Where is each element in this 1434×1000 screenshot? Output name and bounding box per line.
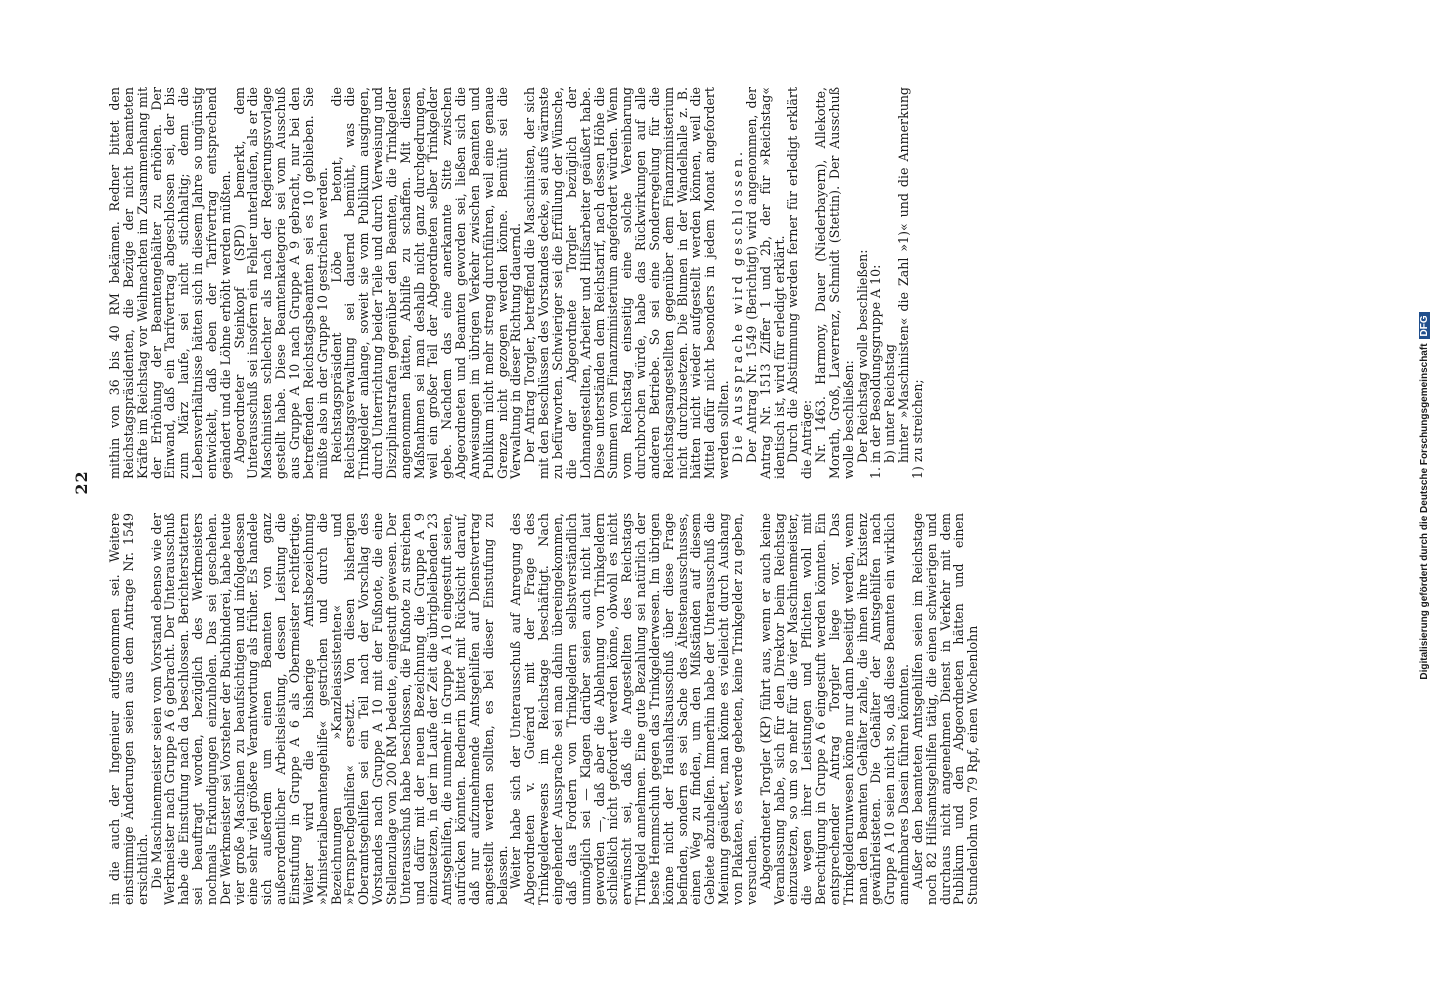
right-column [108, 87, 925, 479]
paragraph-spaced: Die Aussprache wird geschlossen. [729, 148, 745, 463]
paragraph: Der Reichstag wolle beschließen: [854, 249, 870, 463]
paragraph: Der Antrag Torgler, betreffend die Maschinisten, der sich mit den Beschlüssen des Vorstandes decke, sei aufs wärmste zu befürworten. Schwieriger sei die Erfüllung der Wünsche, die der Abgeordnete Torgler bezüglich der Lohnangestellten, Arbeiter und Hilfsarbeiter geäußert habe. Diese unterständen dem Reichstarif, nach dessen Höhe die Summen vom Finanzministerium angefordert würden. Wenn vom Reichstag einseitig eine solche Vereinbarung durchbrochen würde, habe das Rückwirkungen auf alle anderen Betriebe. So sei eine Sonderregelung für die Reichstagsangestellten gegenüber dem Finanzministerium nicht durchzusetzen. Die Blumen in der Wandelhalle z. B. hätten nicht wieder aufgestellt werden können, weil die Mittel dafür nicht besonders in jedem Monat angefordert werden sollten. [522, 87, 732, 479]
paragraph: Abgeordneter Torgler (KP) führt aus, wenn er auch keine Veranlassung habe, sich für den Direktor beim Reichstag einzusetzen, so um so mehr für die vier Maschinenmeister, die wegen ihrer Leistungen und Pflichten wohl mit Berechtigung in Gruppe A 6 eingestuft werden könnten. Ein entsprechender Antrag Torgler liege vor. Das Trinkgelderunwesen könne nur dann beseitigt werden, wenn man den Beamten Gehälter zahle, die ihnen ihre Existenz gewährleisteten. Die Gehälter der Amtsgehilfen nach Gruppe A 10 seien nicht so, daß diese Beamten ein wirklich annehmbares Dasein führen könnten. [757, 513, 912, 905]
credit-text: Digitalisierung gefördert durch die Deutsche Forschungsgemeinschaft [1419, 343, 1430, 680]
left-column [108, 513, 980, 905]
paragraph: Nr. 1463. Harmony, Dauer (Niederbayern), Allekotte, Morath, Groß, Laverrenz, Schmidt (Stettin). Der Ausschuß wolle beschließen: [813, 87, 856, 479]
funding-credit [1419, 46, 1433, 946]
list-item: hinter »Maschinisten« die Zahl »1)« und die Anmerkung 1) zu streichen; [896, 87, 925, 479]
paragraph: Durch die Abstimmung werden ferner für erledigt erklärt die Anträge: [785, 87, 815, 479]
list-item: b) unter Reichstag [882, 344, 898, 463]
paragraph: Reichstagspräsident Löbe betont, die Reichstagsverwaltung sei dauernd bemüht, was die Trinkgelder anlange, soweit sie vom Publikum ausgingen, durch Unterrichtung beider Teile und durch Verweisung und Disziplinarstrafen gegenüber den Beamten, die Trinkgelder angenommen hätten, Abhilfe zu schaffen. Mit diesen Maßnahmen sei man deshalb nicht ganz durchgedrungen, weil ein großer Teil der Abgeordneten selber Trinkgelder gebe. Nachdem das eine anerkannte Sitte zwischen Abgeordneten und Beamten geworden sei, ließen sich die Anweisungen im übrigen Verkehr zwischen Beamten und Publikum nicht mehr streng durchführen, weil eine genaue Grenze nicht gezogen werden könne. Bemüht sei die Verwaltung in dieser Richtung dauernd. [328, 87, 524, 479]
list-item: 1. in der Besoldungsgruppe A 10: [868, 264, 884, 479]
paragraph: mithin von 36 bis 40 RM bekämen. Redner bittet den Reichstagspräsidenten, die Bezüge der nicht beamteten Kräfte im Reichstag vor Weihnachten im Zusammenhang mit der Erhöhung der Beamtengehälter zu erhöhen. Der Einwand, daß ein Tarifvertrag abgeschlossen sei, der bis zum März laufe, sei nicht stichhaltig; denn die Lebensverhältnisse hätten sich in diesem Jahre so ungünstig entwickelt, daß eben der Tarifvertrag entsprechend geändert und die Löhne erhöht werden müßten. [107, 87, 233, 479]
paragraph: Außer den beamteten Amtsgehilfen seien im Reichstage noch 82 Hilfsamtsgehilfen tätig, die einen schwierigen und durchaus nicht angenehmen Dienst in Verkehr mit dem Publikum und den Abgeordneten hätten und einen Stundenlohn von 79 Rpf, einen Wochenlohn [909, 513, 981, 905]
paragraph: Abgeordneter Steinkopf (SPD) bemerkt, dem Unterausschuß sei insofern ein Fehler unterlaufen, als er die Maschinisten schlechter als nach der Regierungsvorlage gestellt habe. Diese Beamtenkategorie sei vom Ausschuß aus Gruppe A 10 nach Gruppe A 9 gebracht, nur bei den betreffenden Reichstagsbeamten sei es 10 geblieben. Sie müßte also in der Gruppe 10 gestrichen werden. [231, 87, 330, 479]
paragraph: Die Maschinenmeister seien vom Vorstand ebenso wie der Werkmeister nach Gruppe A 6 gebracht. Der Unterausschuß habe die Einstufung nach da beschlossen. Berichterstattern sei beauftragt worden, bezüglich des Werkmeisters nochmals Erkundigungen einzuholen. Das sei geschehen. Der Werkmeister sei Vorsteher der Buchbinderei, habe heute vier große Maschinen zu beaufsichtigen und infolgedessen eine sehr viel größere Verantwortung als früher. Es handele sich außerdem um einen Beamten von ganz außerordentlicher Arbeitsleistung, dessen Leistung die Einstufung in Gruppe A 6 als Obermeister rechtfertige. Weiter wird die bisherige Amtsbezeichnung »Ministerialbeamtengehilfe« gestrichen und durch die Bezeichnungen »Kanzleiassistenten« und »Fernsprechgehilfen« ersetzt. Von diesen bisherigen Oberamtsgehilfen sei ein Teil nach der Vorschlag des Vorstandes nach Gruppe A 10 mit der Fußnote, die eine Stellenzulage von 200 RM bedeute, eingestuft gewesen. Der Unterausschuß habe beschlossen, die Fußnote zu streichen und dafür mit der neuen Bezeichnung die Gruppe A 9 einzusetzen, in der im Laufe der Zeit die übrigbleibenden 23 Amtsgehilfen, die nunmehr in Gruppe A 10 eingestuft seien, aufrücken könnten. Rednerin bittet mit Rücksicht darauf, daß nur aufzunehmende Amtsgehilfen auf Dienstvertrag angestellt werden sollten, es bei dieser Einstufung zu belassen. [148, 513, 510, 905]
rotated-document-page [62, 60, 1407, 905]
dfg-logo: DFG [1419, 312, 1430, 339]
paragraph: in die auch der Ingenieur aufgenommen sei. Weitere einstimmige Änderungen seien aus dem Antrage Nr. 1549 ersichtlich. [107, 513, 150, 905]
paragraph: Der Antrag Nr. 1549 (Berichtigt) wird angenommen, der Antrag Nr. 1513 Ziffer 1 und 2b, der für »Reichstag« identisch ist, wird für erledigt erklärt. [743, 87, 787, 479]
paragraph: Weiter habe sich der Unterausschuß auf Anregung des Abgeordneten v. Guérard mit der Frage des Trinkgelderwesens im Reichstage beschäftigt. Nach eingehender Aussprache sei man dahin übereingekommen, daß das Fordern von Trinkgeldern selbstverständlich unmöglich sei — Klagen darüber seien auch nicht laut geworden —, daß aber die Ablehnung von Trinkgeldern schließlich nicht gefordert werden könne, obwohl es nicht erwünscht sei, daß die Angestellten des Reichstags Trinkgeld annehmen. Eine gute Bezahlung sei natürlich der beste Hemmschuh gegen das Trinkgelderwesen. Im übrigen könne nicht der Haushaltsausschuß über diese Frage befinden, sondern es sei Sache des Ältestenausschusses, einen Weg zu finden, um den Mißständen auf diesem Gebiete abzuhelfen. Immerhin habe der Unterausschuß die Meinung geäußert, man könne es vielleicht durch Aushang von Plakaten, es werde gebeten, keine Trinkgelder zu geben, versuchen. [508, 513, 759, 905]
page-number: 22 [72, 470, 91, 495]
